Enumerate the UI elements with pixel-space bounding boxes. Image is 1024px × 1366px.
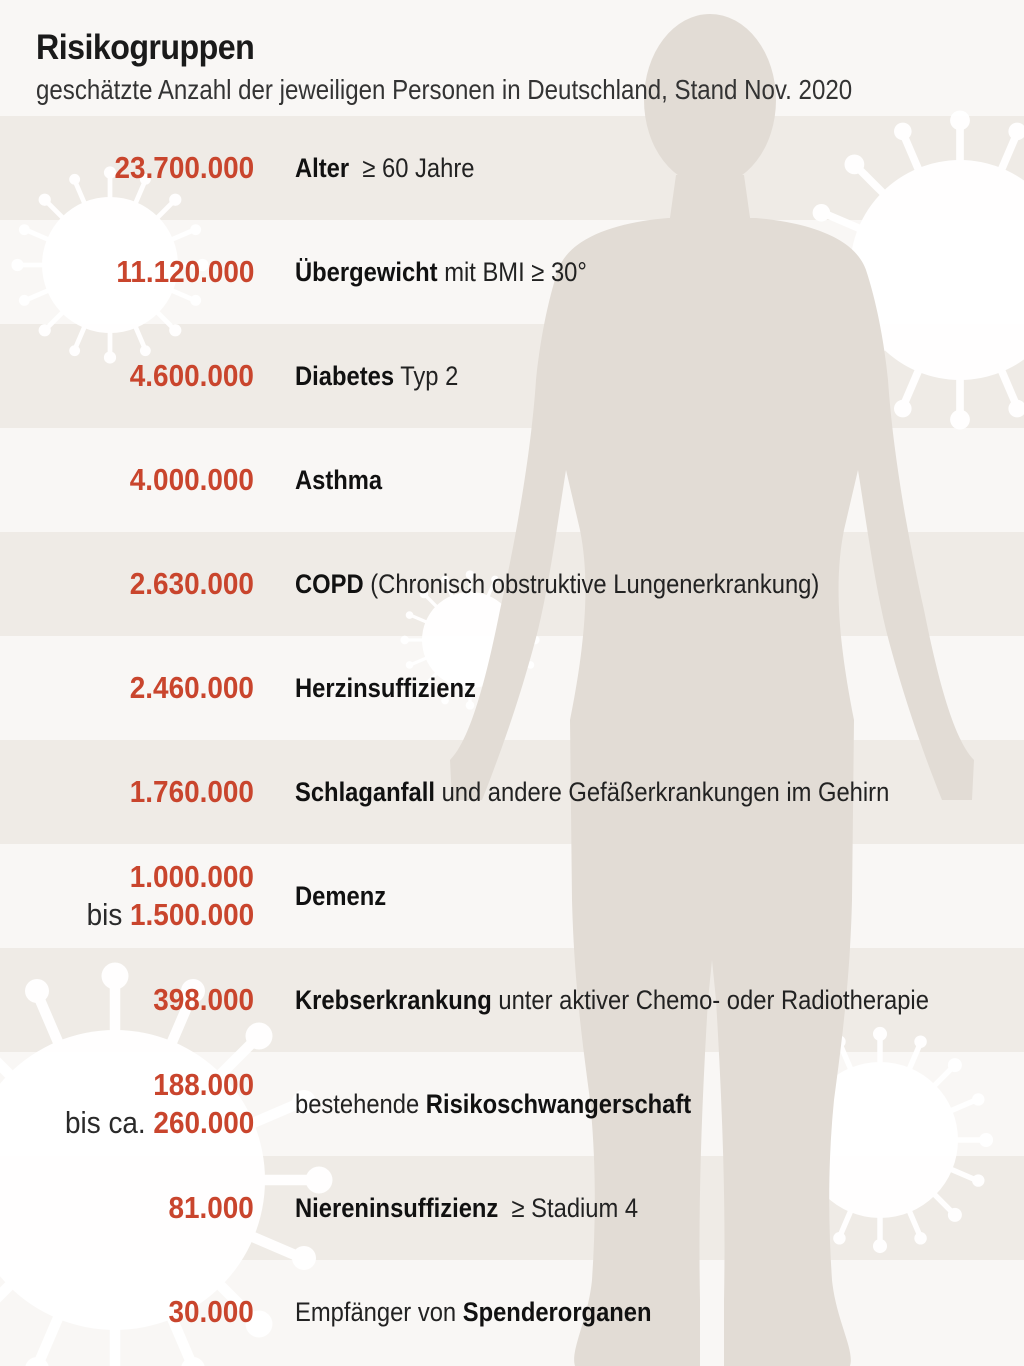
risk-label	[295, 1156, 638, 1260]
risk-name: Übergewicht	[295, 256, 438, 287]
risk-name: Herzinsuffizienz	[295, 672, 476, 703]
risk-row	[0, 532, 1024, 636]
risk-detail: (Chronisch obstruktive Lungenerkrankung)	[363, 568, 820, 599]
count-value: 1.000.000	[129, 859, 254, 894]
risk-name: Risikoschwangerschaft	[425, 1088, 692, 1119]
risk-label	[295, 1052, 691, 1156]
risk-row	[0, 636, 1024, 740]
count-value: 4.600.000	[129, 358, 254, 393]
risk-name: Alter	[295, 152, 350, 183]
risk-row	[0, 220, 1024, 324]
risk-row	[0, 428, 1024, 532]
count-value: 4.000.000	[129, 462, 254, 497]
risk-row	[0, 1260, 1024, 1364]
risk-label	[295, 116, 474, 220]
count-cell	[116, 740, 254, 844]
risk-name: COPD	[295, 568, 364, 599]
risk-name: Niereninsuffizienz	[295, 1192, 499, 1223]
risk-detail: und andere Gefäßerkrankungen im Gehirn	[434, 776, 890, 807]
risk-name: Asthma	[295, 464, 383, 495]
count-value: 81.000	[168, 1190, 254, 1225]
risk-name: Schlaganfall	[295, 776, 435, 807]
count-value: 1.760.000	[129, 774, 254, 809]
count-value: 2.630.000	[129, 566, 254, 601]
count-cell	[68, 844, 254, 948]
count-value: 23.700.000	[114, 150, 254, 185]
count-cell	[99, 116, 254, 220]
risk-label	[295, 636, 476, 740]
risk-prefix: Empfänger von	[295, 1296, 463, 1327]
count-cell	[116, 532, 254, 636]
risk-detail: Typ 2	[394, 360, 459, 391]
count-value: 2.460.000	[129, 670, 254, 705]
count-value: 30.000	[168, 1294, 254, 1329]
page-title: Risikogruppen	[36, 28, 255, 67]
count-value-upper: 1.500.000	[129, 897, 254, 932]
count-cell	[116, 636, 254, 740]
count-cell	[159, 1260, 254, 1364]
risk-row	[0, 740, 1024, 844]
count-cell	[116, 428, 254, 532]
range-prefix: bis ca.	[64, 1105, 154, 1140]
risk-label	[295, 324, 458, 428]
risk-row	[0, 324, 1024, 428]
risk-label	[295, 220, 587, 324]
page-subtitle: geschätzte Anzahl der jeweiligen Personen in Deutschland, Stand Nov. 2020	[36, 74, 853, 105]
risk-detail: mit BMI ≥ 30°	[437, 256, 587, 287]
risk-label	[295, 740, 889, 844]
count-cell	[116, 324, 254, 428]
count-cell	[159, 1156, 254, 1260]
risk-row	[0, 1156, 1024, 1260]
risk-label	[295, 428, 382, 532]
risk-label	[295, 1260, 652, 1364]
risk-row	[0, 844, 1024, 948]
count-cell	[142, 948, 254, 1052]
risk-detail: unter aktiver Chemo- oder Radiotherapie	[491, 984, 929, 1015]
count-cell	[101, 220, 254, 324]
count-value-upper: 260.000	[153, 1105, 254, 1140]
risk-row	[0, 948, 1024, 1052]
risk-detail: ≥ Stadium 4	[498, 1192, 639, 1223]
header	[36, 28, 985, 106]
risk-label	[295, 844, 386, 948]
risk-row	[0, 116, 1024, 220]
risk-detail: ≥ 60 Jahre	[349, 152, 475, 183]
risk-name: Diabetes	[295, 360, 395, 391]
risk-prefix: bestehende	[295, 1088, 426, 1119]
risk-name: Krebserkrankung	[295, 984, 492, 1015]
risk-name: Spenderorganen	[462, 1296, 652, 1327]
count-value: 398.000	[153, 982, 254, 1017]
range-prefix: bis	[86, 897, 130, 932]
count-value: 188.000	[153, 1067, 254, 1102]
count-cell	[44, 1052, 254, 1156]
risk-name: Demenz	[295, 880, 387, 911]
risk-label	[295, 948, 929, 1052]
risk-label	[295, 532, 819, 636]
count-value: 11.120.000	[115, 254, 254, 289]
risk-row	[0, 1052, 1024, 1156]
